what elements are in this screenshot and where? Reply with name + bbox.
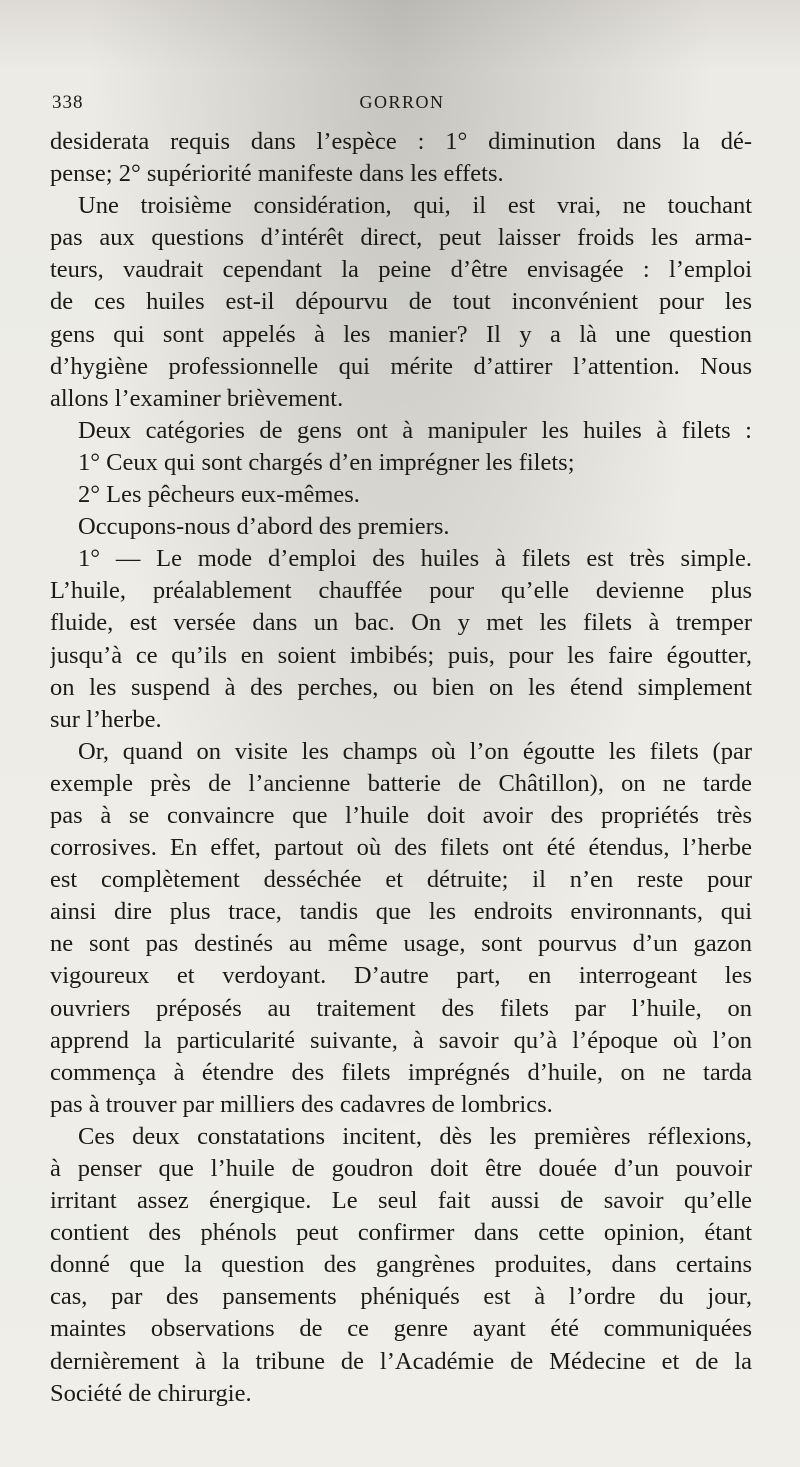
text-line: on les suspend à des perches, ou bien on les étend simplement (50, 673, 752, 701)
text-line: vigoureux et verdoyant. D’autre part, en interrogeant les (50, 962, 752, 990)
text-line: de ces huiles est-il dépourvu de tout inconvénient pour les (50, 288, 752, 316)
text-line: donné que la question des gangrènes produites, dans certains (50, 1251, 752, 1279)
text-line: ainsi dire plus trace, tandis que les endroits environnants, qui (50, 898, 752, 926)
text-line: fluide, est versée dans un bac. On y met les filets à tremper (50, 609, 752, 637)
text-line: L’huile, préalablement chauffée pour qu’elle devienne plus (50, 577, 752, 605)
text-line: pas à trouver par milliers des cadavres de lombrics. (50, 1090, 553, 1118)
text-line: Or, quand on visite les champs où l’on égoutte les filets (par (78, 737, 752, 765)
text-line: ouvriers préposés au traitement des filets par l’huile, on (50, 994, 752, 1022)
text-line: d’hygiène professionnelle qui mérite d’attirer l’attention. Nous (50, 352, 752, 380)
text-line: desiderata requis dans l’espèce : 1° diminution dans la dé- (50, 128, 752, 155)
text-line: cas, par des pansements phéniqués est à l’ordre du jour, (50, 1283, 752, 1311)
text-line: pense; 2° supériorité manifeste dans les effets. (50, 160, 504, 188)
text-line: ne sont pas destinés au même usage, sont pourvus d’un gazon (50, 930, 752, 958)
text-line: allons l’examiner brièvement. (50, 384, 344, 412)
running-head: GORRON (359, 92, 445, 112)
text-line: pas aux questions d’intérêt direct, peut laisser froids les arma- (50, 224, 752, 252)
text-line: Occupons-nous d’abord des premiers. (78, 513, 450, 541)
text-line: dernièrement à la tribune de l’Académie de Médecine et de la (50, 1347, 752, 1375)
text-line: jusqu’à ce qu’ils en soient imbibés; puis, pour les faire égoutter, (50, 641, 752, 669)
text-line: 2° Les pêcheurs eux-mêmes. (78, 481, 360, 509)
text-line: sur l’herbe. (50, 705, 162, 733)
text-line: 1° Ceux qui sont chargés d’en imprégner les filets; (78, 448, 575, 476)
page-header (52, 92, 752, 120)
text-line: commença à étendre des filets imprégnés d’huile, on ne tarda (50, 1058, 752, 1086)
text-line: contient des phénols peut confirmer dans cette opinion, étant (50, 1219, 752, 1247)
text-line: apprend la particularité suivante, à savoir qu’à l’époque où l’on (50, 1026, 752, 1054)
body-text (50, 126, 752, 1410)
text-line: à penser que l’huile de goudron doit être douée d’un pouvoir (50, 1155, 752, 1182)
text-line: Société de chirurgie. (50, 1379, 252, 1407)
text-line: irritant assez énergique. Le seul fait aussi de savoir qu’elle (50, 1187, 752, 1215)
text-line: est complètement desséchée et détruite; il n’en reste pour (50, 866, 752, 894)
text-line: corrosives. En effet, partout où des filets ont été étendus, l’herbe (50, 834, 752, 862)
text-line: 1° — Le mode d’emploi des huiles à filets est très simple. (78, 545, 752, 573)
text-line: pas à se convaincre que l’huile doit avoir des propriétés très (50, 801, 752, 829)
text-line: Ces deux constatations incitent, dès les premières réflexions, (78, 1122, 752, 1150)
text-line: Deux catégories de gens ont à manipuler les huiles à filets : (78, 416, 752, 444)
text-line: exemple près de l’ancienne batterie de Châtillon), on ne tarde (50, 769, 752, 797)
text-line: gens qui sont appelés à les manier? Il y a là une question (50, 320, 752, 348)
text-line: maintes observations de ce genre ayant été communiquées (50, 1315, 752, 1343)
text-line: teurs, vaudrait cependant la peine d’être envisagée : l’emploi (50, 256, 752, 284)
page-number: 338 (52, 92, 84, 113)
text-line: Une troisième considération, qui, il est vrai, ne touchant (78, 192, 752, 220)
